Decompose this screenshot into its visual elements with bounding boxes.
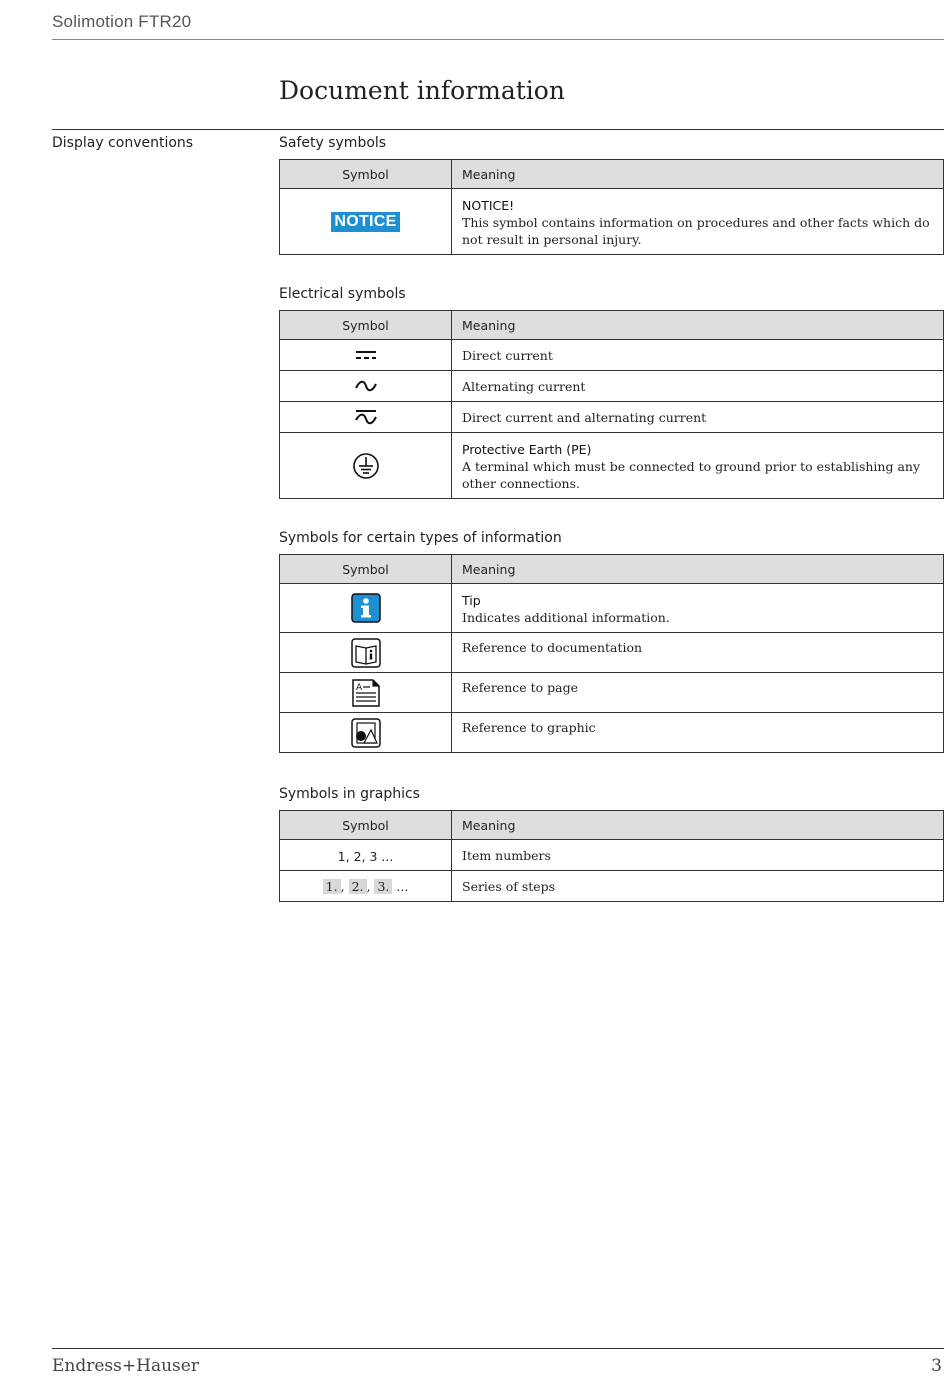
column-header-symbol: Symbol [280,555,452,584]
meaning-cell: Direct current [452,340,944,371]
column-header-meaning: Meaning [452,811,944,840]
meaning-text: This symbol contains information on procedures and other facts which do not result in personal injury. [462,215,930,247]
direct-alternating-current-icon [354,409,378,425]
meaning-cell: Alternating current [452,371,944,402]
graphic-reference-icon [351,718,381,748]
table-row [280,433,944,499]
symbol-cell [280,371,452,402]
symbol-cell [280,402,452,433]
table-row [280,584,944,633]
graphics-symbols-table [279,810,944,902]
table-row [280,673,944,713]
item-numbers-symbol: 1, 2, 3 ... [337,848,394,864]
safety-symbols-heading: Safety symbols [279,135,387,151]
symbol-cell [280,713,452,753]
section-divider [52,129,944,130]
meaning-title: Protective Earth (PE) [462,442,592,457]
column-header-symbol: Symbol [280,160,452,189]
column-header-meaning: Meaning [452,160,944,189]
documentation-reference-icon [351,638,381,668]
page-title: Document information [279,76,565,105]
table-header-row [280,311,944,340]
footer-divider [52,1348,944,1349]
table-header-row [280,811,944,840]
meaning-cell: Direct current and alternating current [452,402,944,433]
meaning-title: Tip [462,593,481,608]
graphics-symbols-heading: Symbols in graphics [279,786,420,802]
meaning-cell: Reference to graphic [452,713,944,753]
table-row [280,713,944,753]
notice-icon: NOTICE [331,212,399,232]
info-tip-icon [351,593,381,623]
protective-earth-icon [352,452,380,480]
column-header-meaning: Meaning [452,555,944,584]
step-separator: , [366,878,371,894]
table-row [280,633,944,673]
section-label: Display conventions [52,135,194,151]
meaning-cell [452,433,944,499]
table-header-row [280,555,944,584]
direct-current-icon [354,350,378,360]
meaning-text: Indicates additional information. [462,610,670,625]
alternating-current-icon [354,380,378,392]
step-3-box: 3. [374,879,392,894]
column-header-symbol: Symbol [280,811,452,840]
page-reference-icon [351,678,381,708]
symbol-cell [280,584,452,633]
symbol-cell [280,433,452,499]
meaning-cell: Series of steps [452,871,944,902]
meaning-cell: Reference to page [452,673,944,713]
steps-ellipsis: ... [396,878,409,894]
table-row [280,402,944,433]
step-separator: , [340,878,345,894]
info-symbols-heading: Symbols for certain types of information [279,530,562,546]
table-row [280,840,944,871]
table-row [280,871,944,902]
meaning-title: NOTICE! [462,198,515,213]
table-row [280,189,944,255]
meaning-text: A terminal which must be connected to ground prior to establishing any other connections. [462,459,921,491]
column-header-symbol: Symbol [280,311,452,340]
page-number: 3 [931,1356,942,1376]
meaning-cell [452,584,944,633]
symbol-cell [280,840,452,871]
safety-symbols-table [279,159,944,255]
step-2-box: 2. [349,879,367,894]
symbol-cell [280,673,452,713]
document-header-title: Solimotion FTR20 [52,12,192,31]
header-divider [52,39,944,40]
step-1-box: 1. [323,879,341,894]
electrical-symbols-heading: Electrical symbols [279,286,406,302]
meaning-cell [452,189,944,255]
symbol-cell [280,340,452,371]
table-row [280,340,944,371]
footer-brand: Endress+Hauser [52,1356,199,1376]
symbol-cell [280,189,452,255]
steps-symbol [323,879,409,894]
info-symbols-table [279,554,944,753]
meaning-cell: Item numbers [452,840,944,871]
electrical-symbols-table [279,310,944,499]
table-header-row [280,160,944,189]
symbol-cell [280,633,452,673]
svg-text:A: A [355,682,362,693]
symbol-cell [280,871,452,902]
table-row [280,371,944,402]
meaning-cell: Reference to documentation [452,633,944,673]
column-header-meaning: Meaning [452,311,944,340]
